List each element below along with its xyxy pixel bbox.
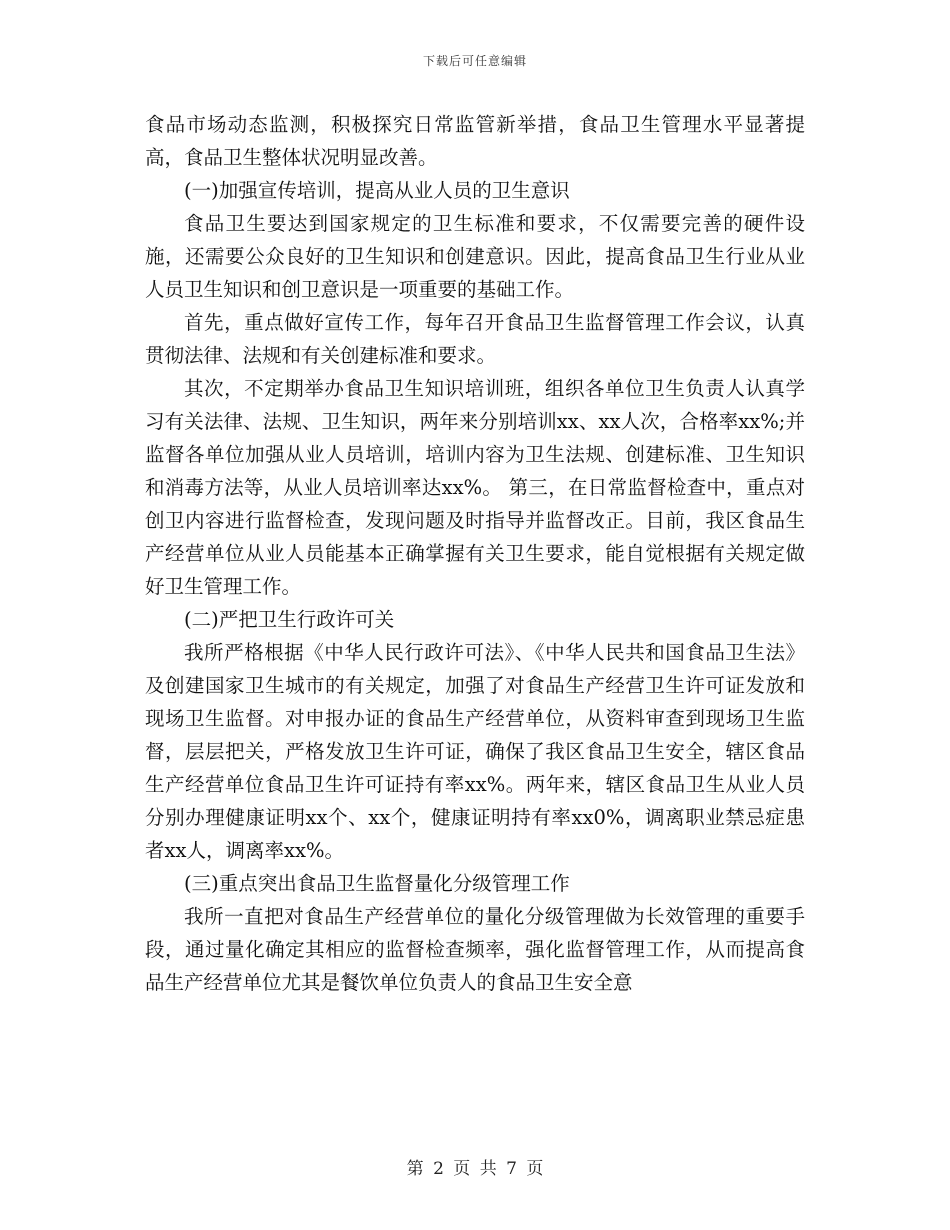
document-body <box>145 108 805 999</box>
paragraph: 首先，重点做好宣传工作，每年召开食品卫生监督管理工作会议，认真贯彻法律、法规和有关创建标准和要求。 <box>145 311 805 367</box>
section-heading-2: (二)严把卫生行政许可关 <box>184 608 395 631</box>
section-heading-3: (三)重点突出食品卫生监督量化分级管理工作 <box>184 872 570 895</box>
paragraph-continuation: 食品市场动态监测，积极探究日常监管新举措，食品卫生管理水平显著提高，食品卫生整体状况明显改善。 <box>145 113 805 169</box>
page-number-footer: 第 2 页 共 7 页 <box>406 1159 544 1179</box>
paragraph: 我所一直把对食品生产经营单位的量化分级管理做为长效管理的重要手段，通过量化确定其相应的监督检查频率，强化监督管理工作，从而提高食品生产经营单位尤其是餐饮单位负责人的食品卫生安全意 <box>145 905 805 994</box>
paragraph: 食品卫生要达到国家规定的卫生标准和要求，不仅需要完善的硬件设施，还需要公众良好的卫生知识和创建意识。因此，提高食品卫生行业从业人员卫生知识和创卫意识是一项重要的基础工作。 <box>145 212 805 301</box>
page-header: 下载后可任意编辑 <box>422 54 527 68</box>
paragraph: 我所严格根据《中华人民行政许可法》、《中华人民共和国食品卫生法》及创建国家卫生城市的有关规定，加强了对食品生产经营卫生许可证发放和现场卫生监督。对申报办证的食品生产经营单位，从资料审查到现场卫生监督，层层把关，严格发放卫生许可证，确保了我区食品卫生安全，辖区食品生产经营单位食品卫生许可证持有率xx%。两年来，辖区食品卫生从业人员分别办理健康证明xx个、xx个，健康证明持有率xx0%，调离职业禁忌症患者xx人，调离率xx%。 <box>145 641 805 862</box>
section-heading-1: (一)加强宣传培训，提高从业人员的卫生意识 <box>184 179 570 202</box>
paragraph: 其次，不定期举办食品卫生知识培训班，组织各单位卫生负责人认真学习有关法律、法规、卫生知识，两年来分别培训xx、xx人次，合格率xx%;并监督各单位加强从业人员培训，培训内容为卫生法规、创建标准、卫生知识和消毒方法等，从业人员培训率达xx%。 第三，在日常监督检查中，重点对创卫内容进行监督检查，发现问题及时指导并监督改正。目前，我区食品生产经营单位从业人员能基本正确掌握有关卫生要求，能自觉根据有关规定做好卫生管理工作。 <box>145 377 805 598</box>
